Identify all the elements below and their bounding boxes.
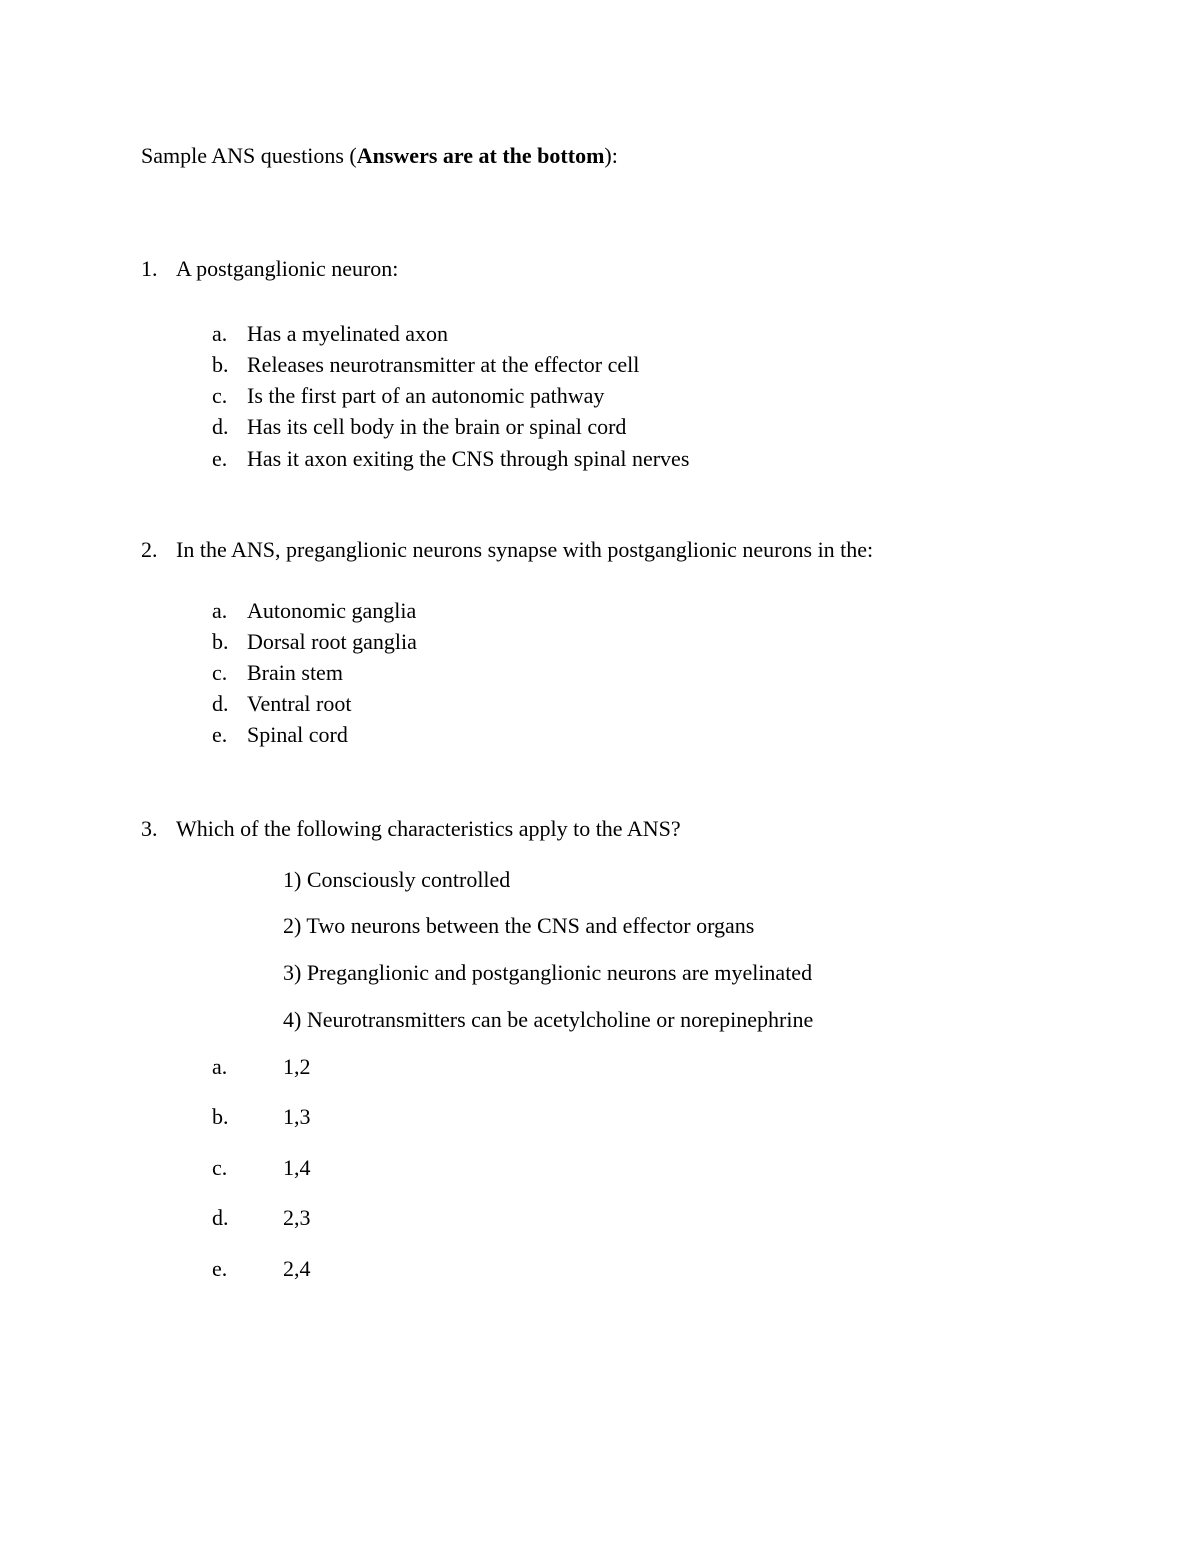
option-letter: c. <box>212 660 228 685</box>
option-text: Is the first part of an autonomic pathway <box>247 383 605 408</box>
option-text: 1,4 <box>283 1155 311 1180</box>
option-text: Has a myelinated axon <box>247 321 448 346</box>
option-letter: b. <box>212 629 229 654</box>
option-letter: e. <box>212 722 228 747</box>
option-letter: e. <box>212 446 228 471</box>
option-text: Ventral root <box>247 691 352 716</box>
option-text: Has it axon exiting the CNS through spinal nerves <box>247 446 690 471</box>
question-text: A postganglionic neuron: <box>176 256 399 281</box>
statement-item: 4) Neurotransmitters can be acetylcholine or norepinephrine <box>283 1007 814 1032</box>
option-letter: e. <box>212 1256 228 1281</box>
question-text: Which of the following characteristics apply to the ANS? <box>176 816 681 841</box>
option-text: Brain stem <box>247 660 343 685</box>
question-text: In the ANS, preganglionic neurons synapse with postganglionic neurons in the: <box>176 537 874 562</box>
option-text: Releases neurotransmitter at the effector cell <box>247 352 640 377</box>
document-title <box>141 145 618 167</box>
option-text: 2,4 <box>283 1256 311 1281</box>
question-number: 2. <box>141 537 158 562</box>
option-letter: c. <box>212 1155 228 1180</box>
option-letter: d. <box>212 1205 229 1230</box>
title-prefix: Sample ANS questions ( <box>141 143 357 168</box>
statement-item: 2) Two neurons between the CNS and effector organs <box>283 913 755 938</box>
option-letter: d. <box>212 414 229 439</box>
option-text: Autonomic ganglia <box>247 598 417 623</box>
option-text: Has its cell body in the brain or spinal cord <box>247 414 627 439</box>
question-number: 3. <box>141 816 158 841</box>
option-letter: b. <box>212 352 229 377</box>
option-text: Dorsal root ganglia <box>247 629 417 654</box>
option-letter: c. <box>212 383 228 408</box>
option-text: 1,2 <box>283 1054 311 1079</box>
option-letter: a. <box>212 321 228 346</box>
option-letter: a. <box>212 598 228 623</box>
option-text: Spinal cord <box>247 722 348 747</box>
question-number: 1. <box>141 256 158 281</box>
option-letter: a. <box>212 1054 228 1079</box>
statement-item: 3) Preganglionic and postganglionic neurons are myelinated <box>283 960 813 985</box>
option-letter: b. <box>212 1104 229 1129</box>
title-bold: Answers are at the bottom <box>356 143 605 168</box>
title-suffix: ): <box>604 143 618 168</box>
option-text: 1,3 <box>283 1104 311 1129</box>
option-text: 2,3 <box>283 1205 311 1230</box>
statement-item: 1) Consciously controlled <box>283 867 511 892</box>
option-letter: d. <box>212 691 229 716</box>
